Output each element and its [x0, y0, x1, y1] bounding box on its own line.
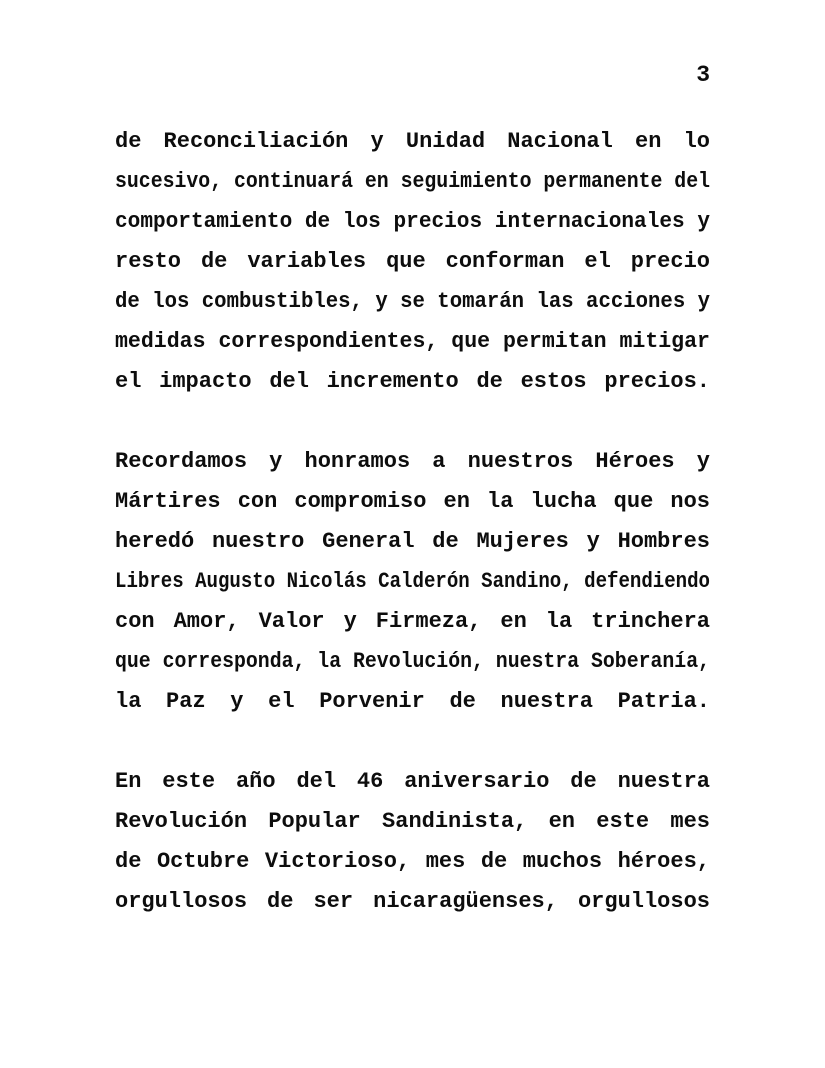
- text-line-content: orgullosos de ser nicaragüenses, orgullosos: [115, 889, 710, 914]
- text-line-content: que corresponda, la Revolución, nuestra Soberanía,: [115, 649, 710, 674]
- text-line-content: Libres Augusto Nicolás Calderón Sandino, defendiendo: [115, 569, 710, 594]
- text-line: [115, 482, 710, 522]
- text-line-content: resto de variables que conforman el precio: [115, 249, 710, 274]
- text-line-content: la Paz y el Porvenir de nuestra Patria.: [115, 689, 710, 714]
- text-line: [115, 162, 710, 202]
- page-number: 3: [696, 62, 710, 88]
- paragraph: [115, 442, 710, 722]
- text-line: [115, 562, 710, 602]
- text-line-content: Mártires con compromiso en la lucha que nos: [115, 489, 710, 514]
- text-line-content: sucesivo, continuará en seguimiento permanente del: [115, 169, 710, 194]
- text-line: [115, 282, 710, 322]
- text-line: [115, 242, 710, 282]
- text-line: [115, 322, 710, 362]
- text-line: [115, 362, 710, 402]
- text-line-content: medidas correspondientes, que permitan mitigar: [115, 329, 710, 354]
- text-line-content: comportamiento de los precios internacionales y: [115, 209, 710, 234]
- text-line-content: de Reconciliación y Unidad Nacional en lo: [115, 129, 710, 154]
- text-line: [115, 762, 710, 802]
- text-line: [115, 602, 710, 642]
- text-line: [115, 882, 710, 922]
- text-line-content: heredó nuestro General de Mujeres y Hombres: [115, 529, 710, 554]
- text-line: [115, 442, 710, 482]
- text-line: [115, 842, 710, 882]
- text-line: [115, 642, 710, 682]
- text-line-content: con Amor, Valor y Firmeza, en la trinchera: [115, 609, 710, 634]
- text-line: [115, 522, 710, 562]
- text-line: [115, 122, 710, 162]
- text-line-content: de Octubre Victorioso, mes de muchos héroes,: [115, 849, 710, 874]
- document-body: [115, 122, 710, 962]
- paragraph: [115, 122, 710, 402]
- text-line-content: de los combustibles, y se tomarán las acciones y: [115, 289, 710, 314]
- text-line-content: Recordamos y honramos a nuestros Héroes y: [115, 449, 710, 474]
- text-line-content: En este año del 46 aniversario de nuestra: [115, 769, 710, 794]
- text-line: [115, 802, 710, 842]
- text-line: [115, 202, 710, 242]
- text-line-content: el impacto del incremento de estos precios.: [115, 369, 710, 394]
- paragraph: [115, 762, 710, 922]
- text-line-content: Revolución Popular Sandinista, en este mes: [115, 809, 710, 834]
- text-line: [115, 682, 710, 722]
